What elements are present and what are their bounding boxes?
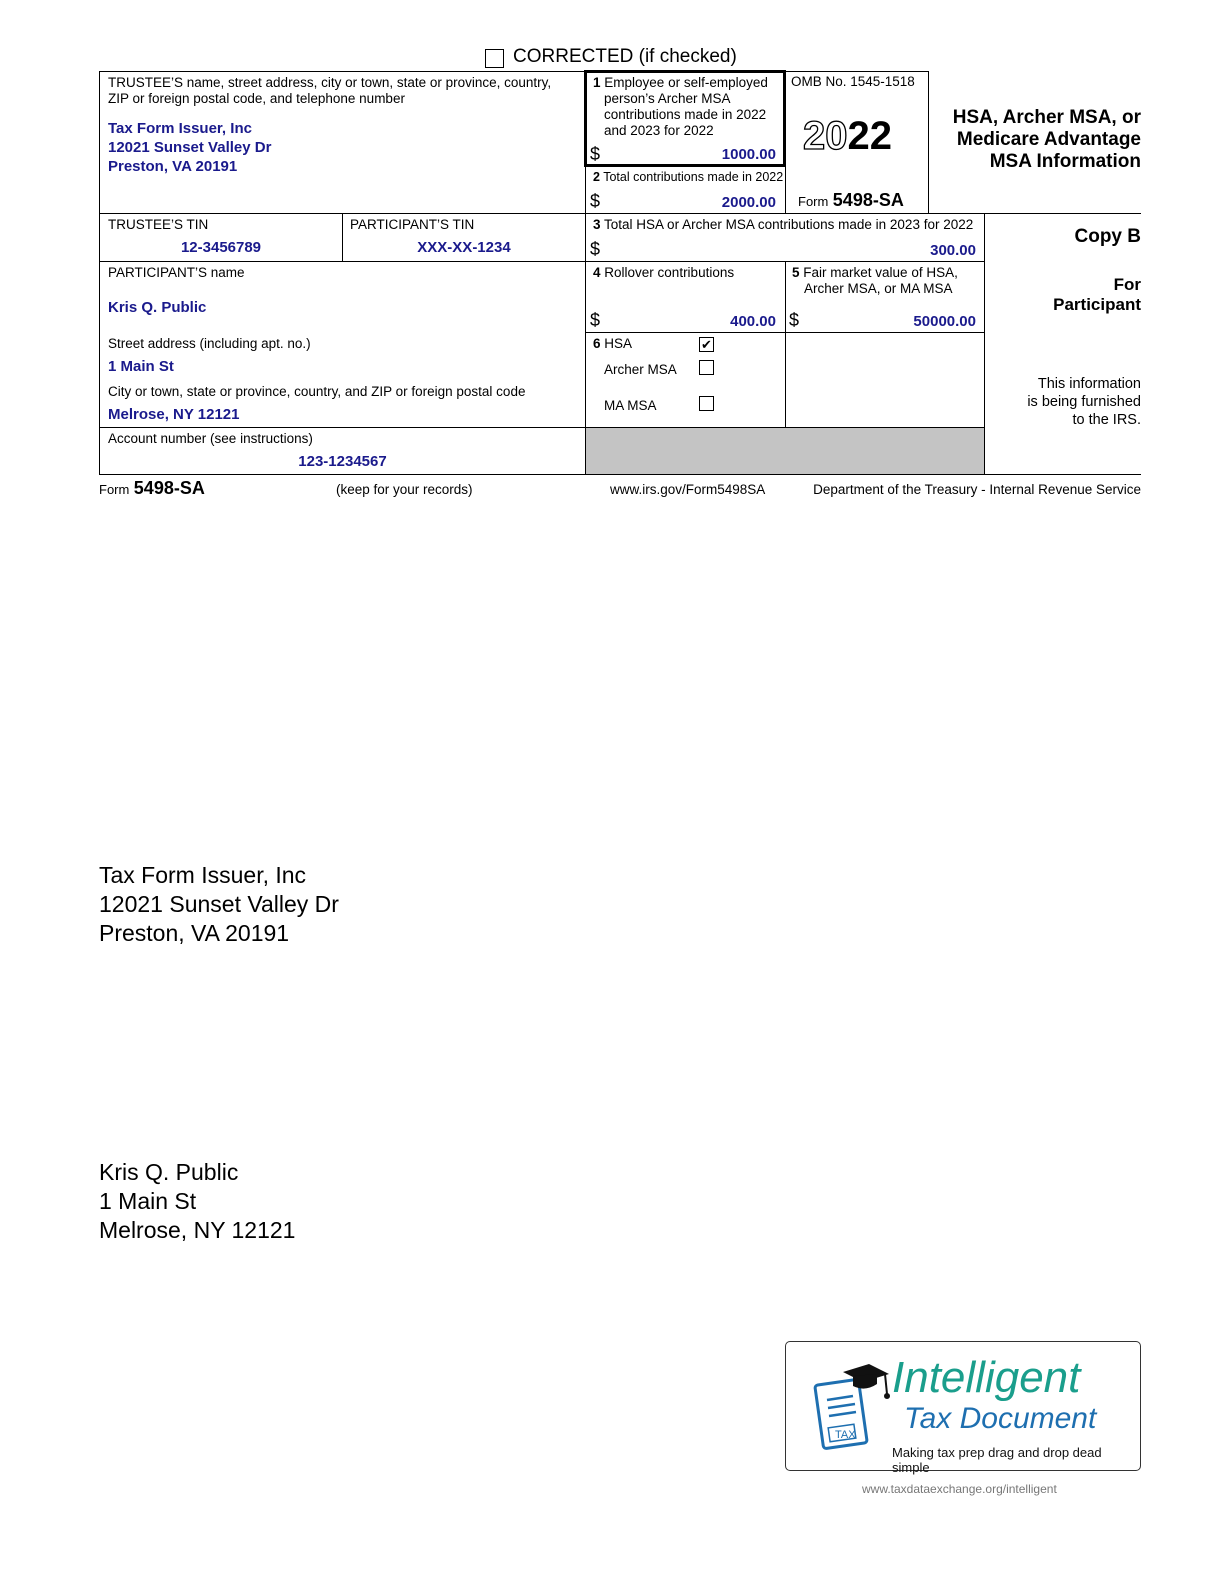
account-label: Account number (see instructions) [108, 431, 313, 446]
box3-label: 3 Total HSA or Archer MSA contributions made in 2023 for 2022 [593, 217, 974, 232]
form-name: Form 5498-SA [798, 190, 904, 210]
logo-url[interactable]: www.taxdataexchange.org/intelligent [862, 1482, 1057, 1496]
box1-value: 1000.00 [721, 146, 776, 163]
box2-currency: $ [590, 191, 601, 211]
box6-hsa-label: 6 HSA [593, 336, 633, 351]
trustee-city: Preston, VA 20191 [108, 158, 238, 175]
trustee-tin-label: TRUSTEE’S TIN [108, 217, 209, 232]
account-value: 123-1234567 [298, 453, 387, 470]
hsa-checkbox[interactable]: ✔ [699, 337, 714, 352]
box1-label: 1 Employee or self-employed person’s Archer MSA contributions made in 2022 and 2023 for 2022 [593, 75, 768, 138]
copy-for: For Participant [1053, 275, 1141, 314]
box4-currency: $ [590, 310, 601, 330]
participant-name-label: PARTICIPANT’S name [108, 265, 245, 280]
copy-title: Copy B [1074, 226, 1141, 247]
participant-name-value: Kris Q. Public [108, 299, 207, 316]
logo-title: Intelligent [892, 1353, 1081, 1402]
info-text: This information is being furnished to the IRS. [1027, 376, 1141, 428]
sender-address: Tax Form Issuer, Inc 12021 Sunset Valley Dr Preston, VA 20191 [99, 862, 339, 946]
participant-tin-value: XXX-XX-1234 [417, 239, 511, 256]
corrected-checkbox[interactable] [485, 49, 504, 68]
shaded-area [586, 428, 984, 474]
box5-value: 50000.00 [913, 313, 976, 330]
box1-currency: $ [590, 144, 601, 164]
logo-tagline: Making tax prep drag and drop dead simple [892, 1445, 1102, 1475]
footer-dept: Department of the Treasury - Internal Revenue Service [813, 482, 1141, 497]
footer-keep: (keep for your records) [336, 482, 473, 497]
participant-tin-label: PARTICIPANT’S TIN [350, 217, 475, 232]
box3-currency: $ [590, 239, 601, 259]
box6-archer-label: Archer MSA [604, 362, 677, 377]
box3-value: 300.00 [930, 242, 976, 259]
logo-box [785, 1341, 1141, 1475]
box2-label: 2 Total contributions made in 2022 [593, 170, 784, 184]
tax-document-icon [813, 1360, 891, 1456]
recipient-address: Kris Q. Public 1 Main St Melrose, NY 12121 [99, 1159, 296, 1243]
ma-msa-checkbox[interactable] [699, 396, 714, 411]
footer-url: www.irs.gov/Form5498SA [610, 482, 766, 497]
box4-label: 4 Rollover contributions [593, 265, 735, 280]
logo-subtitle: Tax Document [904, 1402, 1097, 1435]
trustee-name: Tax Form Issuer, Inc [108, 120, 252, 137]
form-title: HSA, Archer MSA, or Medicare Advantage MSA Information [952, 107, 1141, 172]
box6-ma-label: MA MSA [604, 398, 657, 413]
trustee-street: 12021 Sunset Valley Dr [108, 139, 272, 156]
trustee-tin-value: 12-3456789 [180, 239, 262, 256]
street-value: 1 Main St [108, 358, 174, 375]
archer-msa-checkbox[interactable] [699, 360, 714, 375]
box4-value: 400.00 [730, 313, 776, 330]
logo-doc-text: TAX [835, 1429, 856, 1441]
street-label: Street address (including apt. no.) [108, 336, 311, 351]
trustee-label: TRUSTEE’S name, street address, city or town, state or province, country, ZIP or foreign postal code, and telephone number [108, 75, 552, 106]
tax-year: 2022 [803, 114, 892, 158]
city-label: City or town, state or province, country, and ZIP or foreign postal code [108, 384, 526, 399]
box5-currency: $ [789, 310, 800, 330]
footer-form-name: Form 5498-SA [99, 478, 205, 498]
corrected-label: CORRECTED (if checked) [513, 46, 737, 67]
box5-label: 5 Fair market value of HSA, Archer MSA, or MA MSA [792, 265, 958, 296]
city-value: Melrose, NY 12121 [108, 406, 240, 423]
omb-number: OMB No. 1545-1518 [791, 74, 915, 89]
box2-value: 2000.00 [721, 194, 776, 211]
